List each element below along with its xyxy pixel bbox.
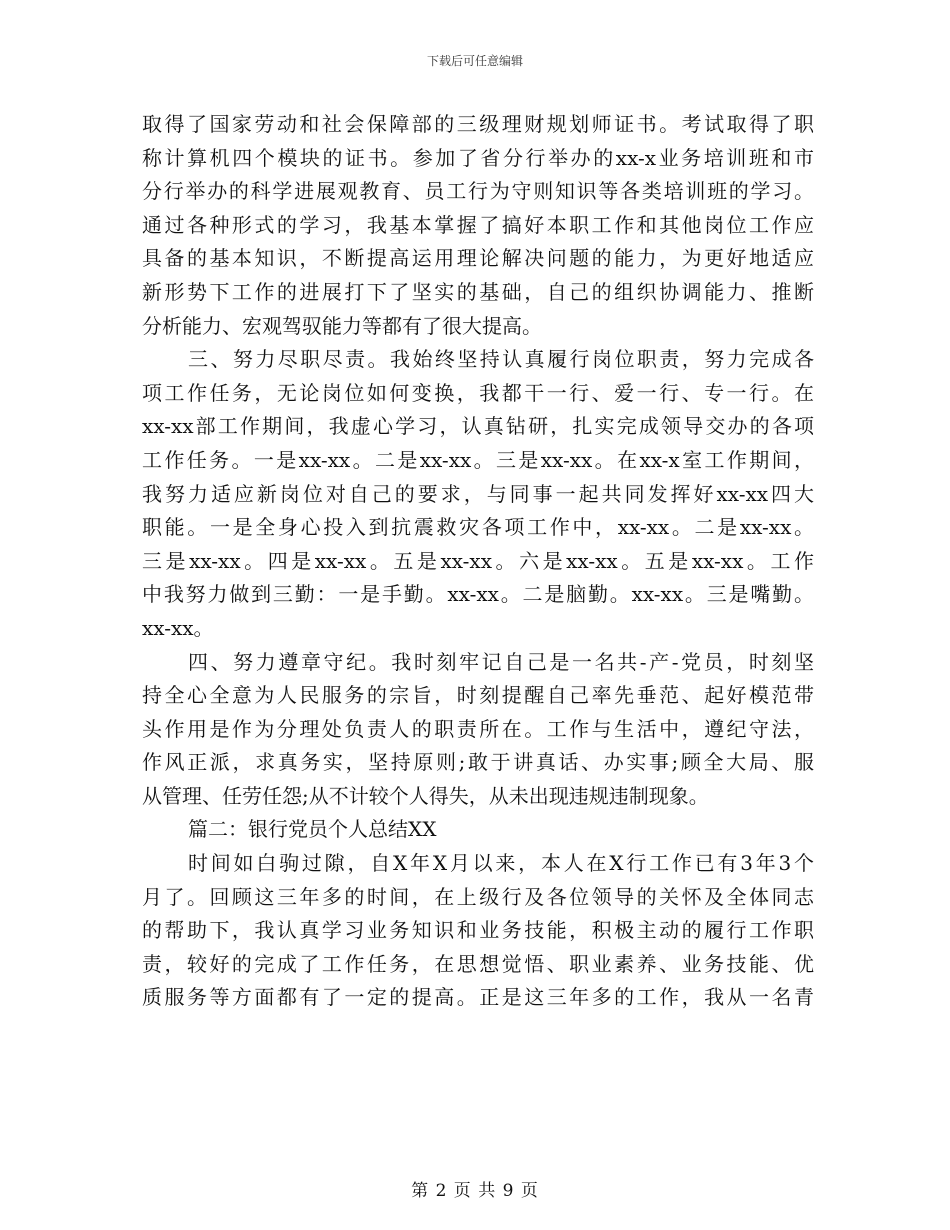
page-header-note: 下载后可任意编辑	[426, 54, 523, 68]
text-line: 取得了国家劳动和社会保障部的三级理财规划师证书。考试取得了职	[142, 112, 814, 136]
text-line: 中我努力做到三勤：一是手勤。xx-xx。二是脑勤。xx-xx。三是嘴勤。	[142, 582, 814, 607]
text-line: 具备的基本知识，不断提高运用理论解决问题的能力，为更好地适应	[142, 246, 814, 271]
text-line: xx-xx部工作期间，我虚心学习，认真钻研，扎实完成领导交办的各项	[142, 414, 814, 439]
page-number: 第 2 页 共 9 页	[411, 1181, 539, 1201]
text-line: 分行举办的科学进展观教育、员工行为守则知识等各类培训班的学习。	[142, 179, 814, 204]
text-line: 从管理、任劳任怨;从不计较个人得失，从未出现违规违制现象。	[142, 783, 709, 808]
text-line: 项工作任务，无论岗位如何变换，我都干一行、爱一行、专一行。在	[142, 380, 814, 405]
text-line: 质服务等方面都有了一定的提高。正是这三年多的工作，我从一名青	[142, 985, 814, 1010]
text-line: 篇二：银行党员个人总结XX	[188, 817, 437, 842]
text-line: 三是xx-xx。四是xx-xx。五是xx-xx。六是xx-xx。五是xx-xx。工作	[142, 548, 814, 573]
text-line: 新形势下工作的进展打下了坚实的基础，自己的组织协调能力、推断	[142, 279, 814, 304]
document-body	[142, 108, 814, 1015]
text-line: 时间如白驹过隙，自X年X月以来，本人在X行工作已有3年3个	[188, 851, 814, 876]
text-line: 的帮助下，我认真学习业务知识和业务技能，积极主动的履行工作职	[142, 918, 814, 943]
text-line: 头作用是作为分理处负责人的职责所在。工作与生活中，遵纪守法，	[142, 716, 814, 741]
text-line: 职能。一是全身心投入到抗震救灾各项工作中，xx-xx。二是xx-xx。	[142, 515, 814, 540]
text-line: 三、努力尽职尽责。我始终坚持认真履行岗位职责，努力完成各	[188, 347, 814, 372]
text-line: 四、努力遵章守纪。我时刻牢记自己是一名共-产-党员，时刻坚	[188, 649, 814, 674]
text-line: 称计算机四个模块的证书。参加了省分行举办的xx-x业务培训班和市	[142, 145, 814, 170]
text-line: 工作任务。一是xx-xx。二是xx-xx。三是xx-xx。在xx-x室工作期间，	[142, 447, 814, 472]
text-line: 分析能力、宏观驾驭能力等都有了很大提高。	[142, 313, 542, 338]
text-line: xx-xx。	[142, 615, 214, 640]
text-line: 月了。回顾这三年多的时间，在上级行及各位领导的关怀及全体同志	[142, 884, 814, 909]
text-line: 通过各种形式的学习，我基本掌握了搞好本职工作和其他岗位工作应	[142, 212, 814, 237]
text-line: 我努力适应新岗位对自己的要求，与同事一起共同发挥好xx-xx四大	[142, 481, 814, 506]
text-line: 作风正派，求真务实，坚持原则;敢于讲真话、办实事;顾全大局、服	[142, 750, 814, 775]
text-line: 持全心全意为人民服务的宗旨，时刻提醒自己率先垂范、起好模范带	[142, 683, 814, 708]
text-line: 责，较好的完成了工作任务，在思想觉悟、职业素养、业务技能、优	[142, 951, 814, 976]
